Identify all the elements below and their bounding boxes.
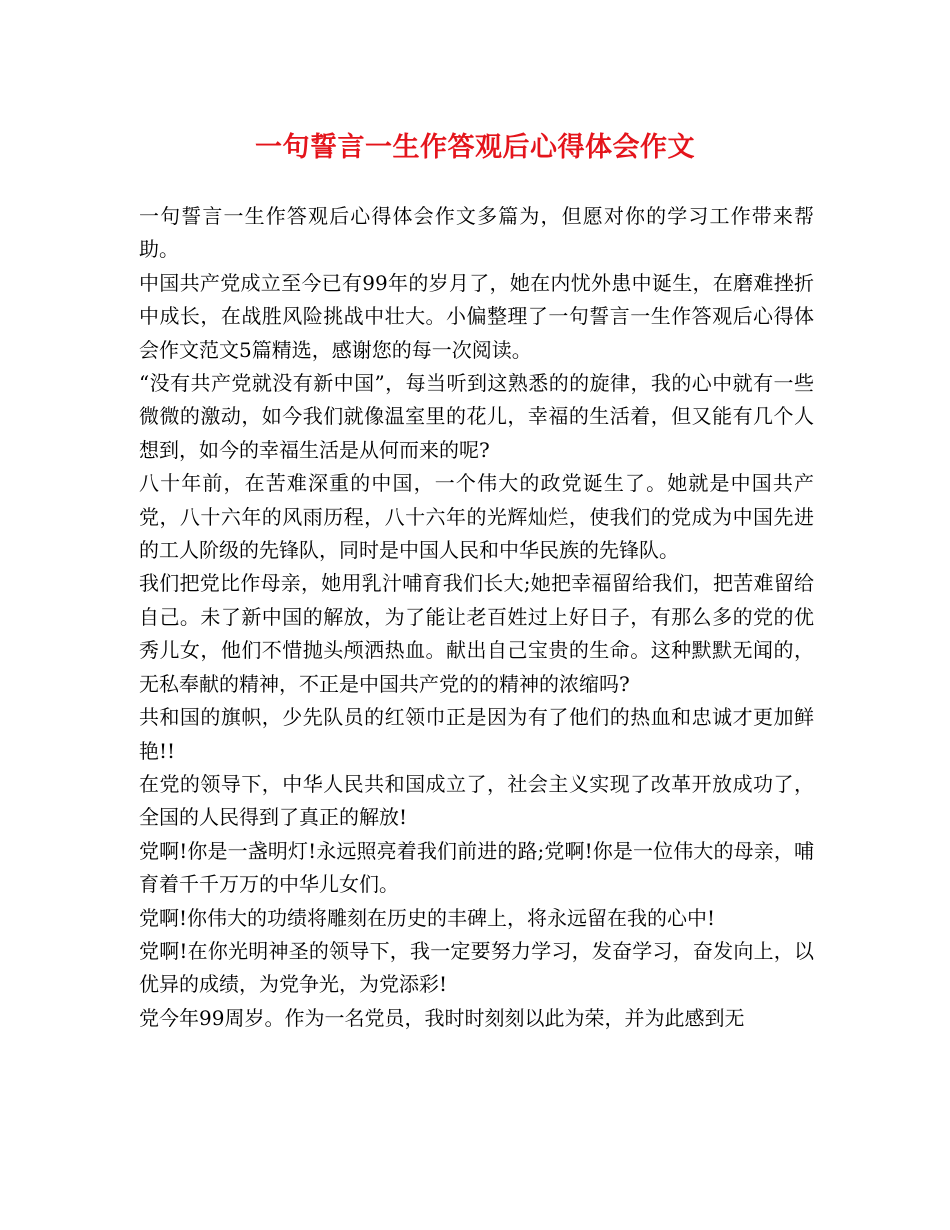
paragraph: 八十年前，在苦难深重的中国，一个伟大的政党诞生了。她就是中国共产党，八十六年的风雨历程，八十六年的光辉灿烂，使我们的党成为中国先进的工人阶级的先锋队，同时是中国人民和中华民族的先锋队。	[139, 471, 814, 563]
document-body	[139, 200, 814, 1035]
paragraph: 我们把党比作母亲，她用乳汁哺育我们长大;她把幸福留给我们，把苦难留给自己。未了新中国的解放，为了能让老百姓过上好日子，有那么多的党的优秀儿女，他们不惜抛头颅洒热血。献出自己宝贵的生命。这种默默无闻的，无私奉献的精神，不正是中国共产党的的精神的浓缩吗?	[139, 571, 814, 696]
paragraph: 中国共产党成立至今已有99年的岁月了，她在内忧外患中诞生，在磨难挫折中成长，在战胜风险挑战中壮大。小偏整理了一句誓言一生作答观后心得体会作文范文5篇精选，感谢您的每一次阅读。	[139, 270, 814, 362]
paragraph: 共和国的旗帜，少先队员的红领巾正是因为有了他们的热血和忠诚才更加鲜艳!!	[139, 705, 814, 763]
paragraph: 在党的领导下，中华人民共和国成立了，社会主义实现了改革开放成功了，全国的人民得到了真正的解放!	[139, 771, 814, 830]
paragraph: 党啊!在你光明神圣的领导下，我一定要努力学习，发奋学习，奋发向上，以优异的成绩，为党争光，为党添彩!	[139, 938, 814, 997]
document-title: 一句誓言一生作答观后心得体会作文	[255, 132, 695, 163]
paragraph: 党啊!你是一盏明灯!永远照亮着我们前进的路;党啊!你是一位伟大的母亲，哺育着千千万万的中华儿女们。	[139, 838, 814, 897]
paragraph: “没有共产党就没有新中国”，每当听到这熟悉的的旋律，我的心中就有一些微微的激动，如今我们就像温室里的花儿，幸福的生活着，但又能有几个人想到，如今的幸福生活是从何而来的呢?	[139, 371, 814, 462]
paragraph: 一句誓言一生作答观后心得体会作文多篇为，但愿对你的学习工作带来帮助。	[139, 204, 814, 262]
paragraph: 党啊!你伟大的功绩将雕刻在历史的丰碑上，将永远留在我的心中!	[139, 905, 716, 930]
paragraph: 党今年99周岁。作为一名党员，我时时刻刻以此为荣，并为此感到无	[139, 1005, 745, 1030]
